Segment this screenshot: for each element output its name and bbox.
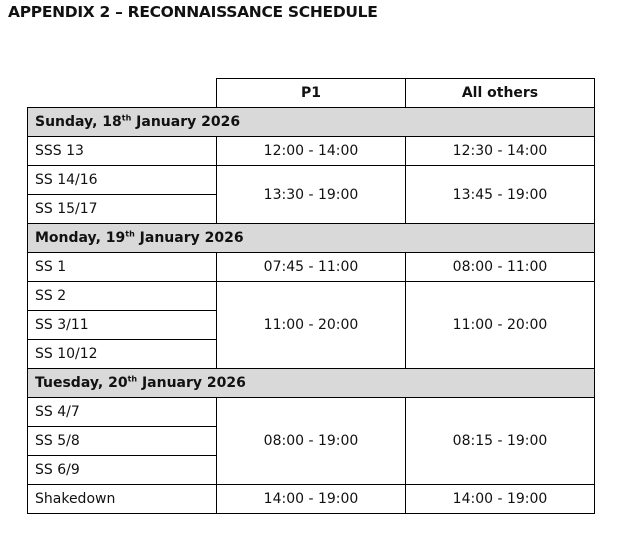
- day-label-monday: Monday, 19th January 2026: [28, 224, 595, 253]
- column-header-all-others: All others: [406, 79, 595, 108]
- page-title: APPENDIX 2 – RECONNAISSANCE SCHEDULE: [8, 3, 378, 21]
- p1-time-cell: 11:00 - 20:00: [217, 282, 406, 369]
- day-label-tuesday: Tuesday, 20th January 2026: [28, 369, 595, 398]
- others-time-cell: 11:00 - 20:00: [406, 282, 595, 369]
- day-row-sunday: [28, 108, 595, 137]
- others-time-cell: 13:45 - 19:00: [406, 166, 595, 224]
- table-row: [28, 398, 595, 427]
- table-row: [28, 253, 595, 282]
- p1-time-cell: 13:30 - 19:00: [217, 166, 406, 224]
- header-row: [28, 79, 595, 108]
- stage-cell: SS 6/9: [28, 456, 217, 485]
- p1-time-cell: 12:00 - 14:00: [217, 137, 406, 166]
- stage-cell: Shakedown: [28, 485, 217, 514]
- others-time-cell: 14:00 - 19:00: [406, 485, 595, 514]
- stage-cell: SS 14/16: [28, 166, 217, 195]
- others-time-cell: 08:00 - 11:00: [406, 253, 595, 282]
- table-row: [28, 166, 595, 195]
- others-time-cell: 12:30 - 14:00: [406, 137, 595, 166]
- day-row-tuesday: [28, 369, 595, 398]
- day-row-monday: [28, 224, 595, 253]
- stage-cell: SSS 13: [28, 137, 217, 166]
- header-blank-cell: [28, 79, 217, 108]
- table-row: [28, 485, 595, 514]
- stage-cell: SS 2: [28, 282, 217, 311]
- column-header-p1: P1: [217, 79, 406, 108]
- day-label-sunday: Sunday, 18th January 2026: [28, 108, 595, 137]
- p1-time-cell: 14:00 - 19:00: [217, 485, 406, 514]
- stage-cell: SS 1: [28, 253, 217, 282]
- table-row: [28, 282, 595, 311]
- stage-cell: SS 10/12: [28, 340, 217, 369]
- reconnaissance-schedule-table: [27, 78, 595, 514]
- stage-cell: SS 15/17: [28, 195, 217, 224]
- stage-cell: SS 4/7: [28, 398, 217, 427]
- table-row: [28, 137, 595, 166]
- p1-time-cell: 08:00 - 19:00: [217, 398, 406, 485]
- others-time-cell: 08:15 - 19:00: [406, 398, 595, 485]
- stage-cell: SS 5/8: [28, 427, 217, 456]
- p1-time-cell: 07:45 - 11:00: [217, 253, 406, 282]
- stage-cell: SS 3/11: [28, 311, 217, 340]
